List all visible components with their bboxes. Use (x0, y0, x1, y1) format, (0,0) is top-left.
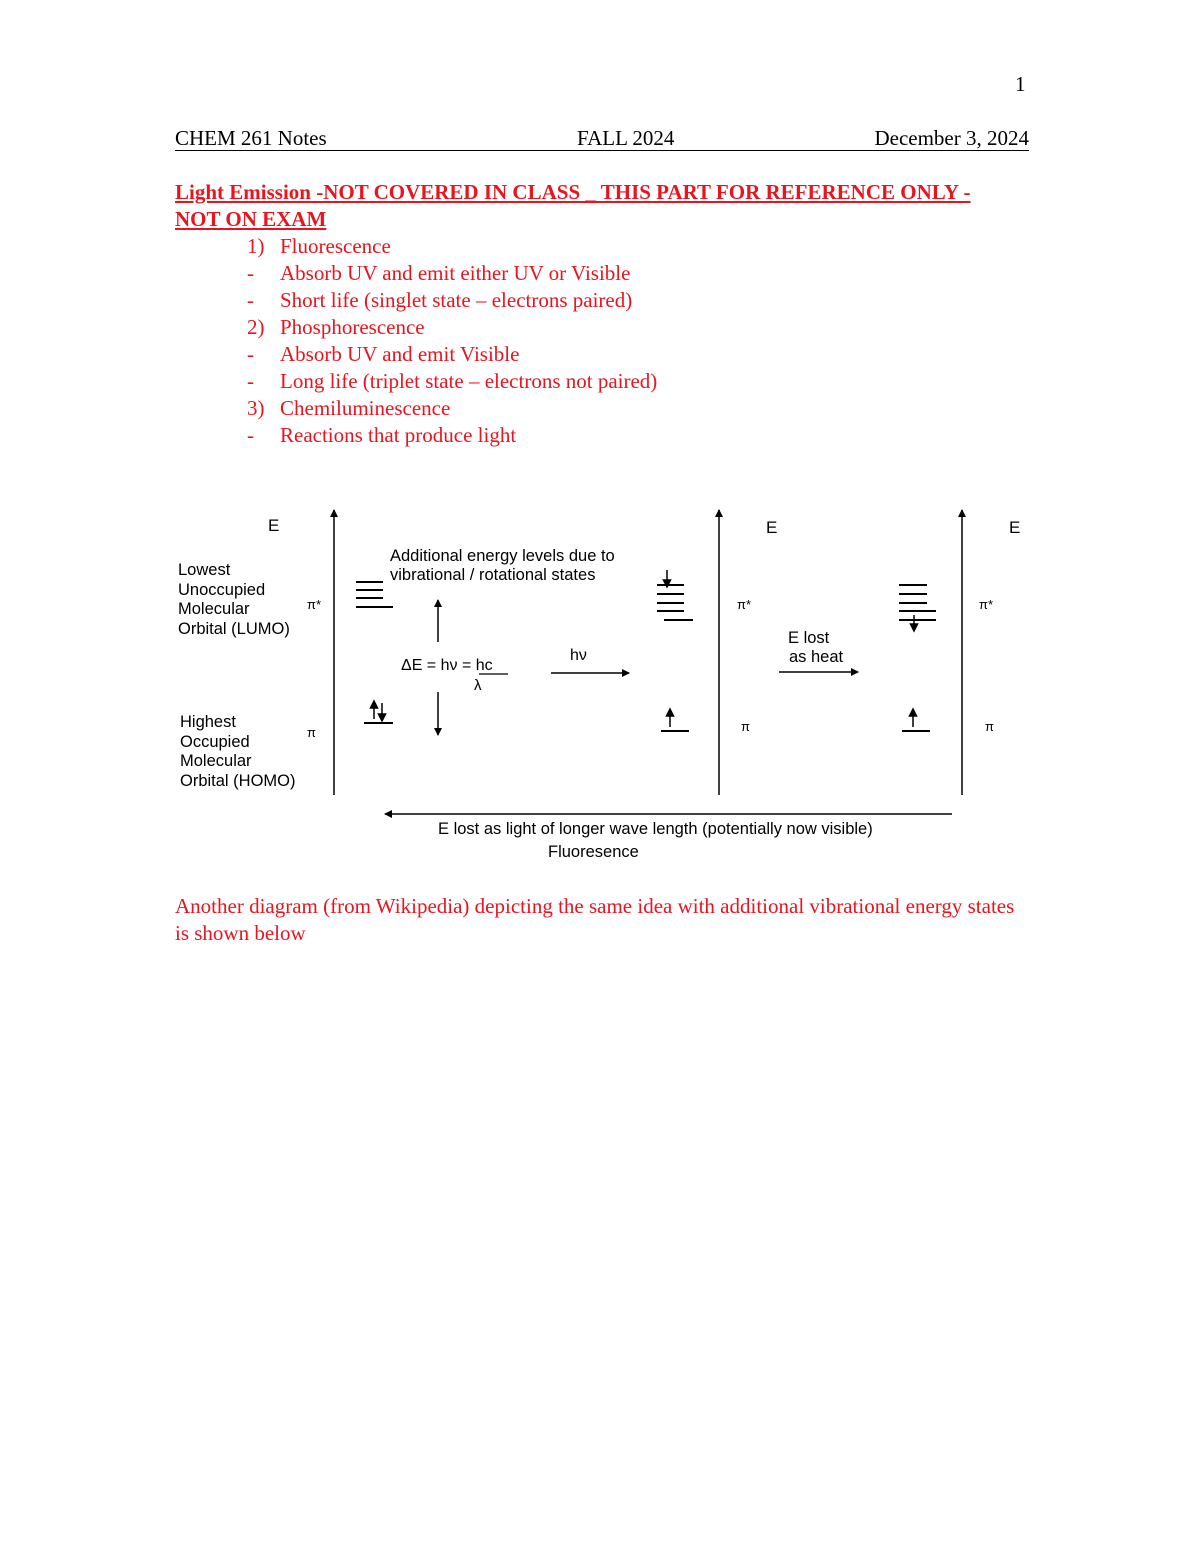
vibrational-note-line: vibrational / rotational states (390, 566, 596, 584)
list-text: Chemiluminescence (280, 396, 451, 420)
list-marker: - (247, 288, 254, 312)
vibrational-levels-ground (356, 582, 393, 607)
homo-label-line: Occupied (180, 733, 250, 751)
lumo-label (178, 561, 290, 638)
homo-label-line: Highest (180, 713, 236, 731)
energy-label: E (1009, 518, 1021, 537)
list-text: Long life (triplet state – electrons not paired) (280, 369, 658, 393)
homo-label (180, 713, 296, 790)
lumo-label-line: Orbital (LUMO) (178, 620, 290, 638)
vibrational-note (390, 547, 619, 584)
list-marker: 3) (247, 396, 265, 420)
vibrational-levels-relaxed (899, 585, 936, 620)
list-text: Reactions that produce light (280, 423, 517, 447)
lumo-label-line: Lowest (178, 561, 231, 579)
lumo-label-line: Unoccupied (178, 581, 266, 599)
paired-electrons-icon (371, 701, 386, 721)
unpaired-electron-icon (910, 709, 917, 727)
heat-label-line: as heat (789, 648, 844, 666)
header-term: FALL 2024 (577, 126, 675, 150)
list-marker: - (247, 369, 254, 393)
process-name: Fluoresence (548, 843, 639, 861)
list-marker: 2) (247, 315, 265, 339)
heat-label-line: E lost (788, 629, 830, 647)
energy-label: E (766, 518, 778, 537)
vibrational-levels-excited (657, 585, 693, 620)
relaxed-electron-icon (911, 615, 918, 631)
list-text: Absorb UV and emit Visible (280, 342, 520, 366)
energy-equation: ΔE = hν = hc (401, 657, 493, 674)
photon-label: hν (570, 647, 587, 664)
emission-caption: E lost as light of longer wave length (potentially now visible) (438, 820, 873, 838)
page-number: 1 (1015, 72, 1026, 96)
list-text: Fluorescence (280, 234, 391, 258)
energy-label: E (268, 516, 280, 535)
pi-label: π (307, 725, 316, 740)
lumo-label-line: Molecular (178, 600, 250, 618)
homo-label-line: Orbital (HOMO) (180, 772, 296, 790)
list-marker: 1) (247, 234, 265, 258)
list-marker: - (247, 342, 254, 366)
unpaired-electron-icon (667, 709, 674, 727)
homo-label-line: Molecular (180, 752, 252, 770)
pi-label: π (985, 719, 994, 734)
list-marker: - (247, 261, 254, 285)
wavelength-symbol: λ (474, 677, 482, 694)
section-title: Light Emission -NOT COVERED IN CLASS _ THIS PART FOR REFERENCE ONLY - NOT ON EXAM (175, 180, 971, 231)
list-text: Phosphorescence (280, 315, 425, 339)
footer-text: Another diagram (from Wikipedia) depicting the same idea with additional vibrational energy states is shown below (175, 894, 1015, 945)
header-date: December 3, 2024 (874, 126, 1029, 150)
list-marker: - (247, 423, 254, 447)
pi-label: π (741, 719, 750, 734)
list-text: Absorb UV and emit either UV or Visible (280, 261, 631, 285)
pi-star-label: π* (307, 597, 322, 612)
list-text: Short life (singlet state – electrons paired) (280, 288, 633, 312)
header-course: CHEM 261 Notes (175, 126, 327, 150)
vibrational-note-line: Additional energy levels due to (390, 547, 615, 565)
pi-star-label: π* (979, 597, 994, 612)
pi-star-label: π* (737, 597, 752, 612)
heat-label (788, 629, 844, 666)
